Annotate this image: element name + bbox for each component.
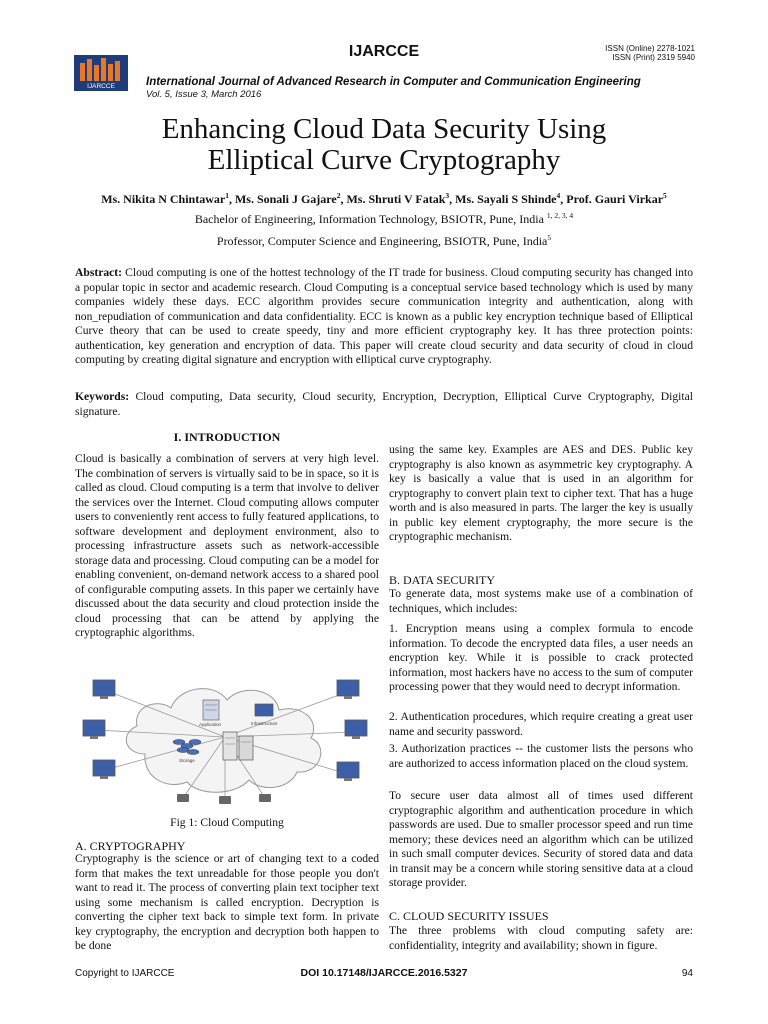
secure-data-text: To secure user data almost all of times used different cryptographic algorithm and authentication procedure in which passwords are used. Due to smaller processor speed and run time memory; these devices need an algorithm which can be utilized in such small computer devices. Security of stored data and data in transit may be a concern while storing sensitive data at a cloud storage provider. bbox=[389, 789, 693, 889]
affiliation-1-text: Bachelor of Engineering, Information Technology, BSIOTR, Pune, India bbox=[194, 212, 544, 226]
computer-icon bbox=[337, 762, 359, 781]
journal-logo bbox=[74, 55, 128, 91]
affiliation-2-sup: 5 bbox=[547, 233, 552, 242]
data-security-text: To generate data, most systems make use of a combination of techniques, which includes: bbox=[389, 587, 693, 615]
author-separator: , bbox=[228, 192, 235, 206]
author-sup: 4 bbox=[556, 191, 561, 200]
journal-abbreviation: IJARCCE bbox=[348, 43, 420, 60]
title-line-1: Enhancing Cloud Data Security Using bbox=[161, 113, 607, 145]
list-item: 1. Encryption means using a complex formula to encode information. To decode the encrypted data files, a user needs an encryption key. While it is possible to crack protected information, most hackers have no access to the sum of computer processing power that they would need to decrypt information. bbox=[389, 622, 693, 693]
author-sup: 5 bbox=[663, 191, 667, 200]
computer-icon bbox=[345, 720, 367, 739]
author-sup: 1 bbox=[225, 191, 229, 200]
affiliation-1-sup: 1, 2, 3, 4 bbox=[546, 211, 574, 220]
issn-online: ISSN (Online) 2278-1021 bbox=[605, 44, 695, 53]
cloud-security-issues-text: The three problems with cloud computing safety are: confidentiality, integrity and availability; shown in figure. bbox=[389, 924, 693, 952]
computer-icon bbox=[93, 760, 115, 779]
affiliation-2-text: Professor, Computer Science and Engineering, BSIOTR, Pune, India bbox=[216, 234, 548, 248]
keywords-label: Keywords: bbox=[75, 390, 130, 403]
computer-icon bbox=[337, 680, 359, 699]
figure-caption: Fig 1: Cloud Computing bbox=[170, 816, 284, 829]
computer-icon bbox=[83, 720, 105, 739]
keywords-text: Cloud computing, Data security, Cloud security, Encryption, Decryption, Elliptical Curve Cryptography, Digital signature. bbox=[75, 390, 693, 418]
cloud-computing-figure bbox=[75, 662, 379, 810]
abstract bbox=[75, 266, 693, 368]
author-sup: 2 bbox=[336, 191, 341, 200]
computer-icon bbox=[93, 680, 115, 699]
author-name: Prof. Gauri Virkar bbox=[566, 192, 664, 206]
author-separator: , bbox=[560, 192, 567, 206]
author-name: Ms. Nikita N Chintawar bbox=[101, 192, 226, 206]
author-name: Ms. Sayali S Shinde bbox=[455, 192, 557, 206]
abstract-label: Abstract: bbox=[75, 266, 123, 279]
journal-name: International Journal of Advanced Research in Computer and Communication Engineering bbox=[146, 76, 641, 88]
list-item: 3. Authorization practices -- the customer lists the persons who are authorized to access information placed on the cloud system. bbox=[389, 742, 693, 770]
footer-doi: DOI 10.17148/IJARCCE.2016.5327 bbox=[300, 967, 468, 979]
mobile-device-icon bbox=[177, 794, 271, 804]
authors-line bbox=[40, 192, 728, 207]
list-item: 2. Authentication procedures, which require creating a great user name and security password. bbox=[389, 710, 693, 738]
infrastructure-icon bbox=[255, 704, 273, 716]
application-server-icon bbox=[203, 700, 219, 720]
section-heading-cloud-security-issues: C. CLOUD SECURITY ISSUES bbox=[389, 909, 549, 923]
section-heading-introduction: I. INTRODUCTION bbox=[173, 430, 281, 444]
footer-copyright: Copyright to IJARCCE bbox=[75, 968, 175, 979]
author-separator: , bbox=[340, 192, 347, 206]
title-line-2: Elliptical Curve Cryptography bbox=[207, 144, 561, 176]
affiliation-2 bbox=[40, 234, 728, 249]
abstract-text: Cloud computing is one of the hottest technology of the IT trade for business. Cloud computing security has changed into a popular topic in sector and academic research. Cloud Computing is a conceptual service based technology which is used by many companies widely these days. ECC algorithm provides secure communication integrity and authentication, along with non_repudiation of communication and data confidentiality. ECC is known as a public key encryption technique based of Elliptical Curve theory that can be used to create speedy, tiny and more efficient cryptography key. It has three protection points: authentication, key generation and encryption of data. This paper will create cloud security and data security of cloud in cloud computing by creating digital signature and encryption with elliptical curve cryptography. bbox=[75, 266, 693, 366]
keywords bbox=[75, 390, 693, 419]
figure-label-infrastructure: Infrastructure bbox=[251, 721, 278, 726]
page-number: 94 bbox=[681, 968, 693, 979]
author-name: Ms. Sonali J Gajare bbox=[234, 192, 337, 206]
author-name: Ms. Shruti V Fatak bbox=[346, 192, 446, 206]
issn-block bbox=[605, 44, 695, 62]
introduction-text: Cloud is basically a combination of servers at very high level. The combination of servers is virtually said to be in space, so it is called as cloud. Cloud computing is a term that involve to deliver the services over the Internet. Cloud computing allows computer users to conveniently rent access to fully featured applications, to software development and deployment environment, also to processing infrastructure assets such as network-accessible storage data and processing. Cloud computing can be a model for enabling convenient, on-demand network access to a shared pool of configurable computing assets. In this paper we certainly have discussed about the data security and cloud protection inside the cloud processing that can be attend by applying the cryptographic algorithms. bbox=[75, 452, 379, 639]
section-heading-data-security: B. DATA SECURITY bbox=[389, 573, 496, 587]
volume-info: Vol. 5, Issue 3, March 2016 bbox=[146, 89, 262, 100]
figure-label-application: Application bbox=[199, 722, 222, 727]
affiliation-1 bbox=[40, 212, 728, 227]
continuation-text: using the same key. Examples are AES and DES. Public key cryptography is also known as asymmetric key cryptography. A key is basically a value that is used in an algorithm for cryptography to convert plain text to cipher text. That has a huge worth and is also measured in parts. The larger the key is usually in public key element cryptography, the more secure is the cryptographic mechanism. bbox=[389, 443, 693, 543]
cryptography-text: Cryptography is the science or art of changing text to a coded form that makes the text unreadable for those people you don't want to read it. The process of converting plain text tocipher text using some mechanism is called encryption. Decryption is converting the cipher text back to simple text form. In private key cryptography, the encryption and decryption both happen to be done bbox=[75, 852, 379, 952]
author-separator: , bbox=[449, 192, 456, 206]
paper-title bbox=[0, 114, 768, 176]
issn-print: ISSN (Print) 2319 5940 bbox=[612, 53, 695, 62]
logo-text: IJARCCE bbox=[87, 83, 115, 90]
section-heading-cryptography: A. CRYPTOGRAPHY bbox=[75, 839, 186, 853]
figure-label-storage: Storage bbox=[179, 758, 195, 763]
author-sup: 3 bbox=[445, 191, 450, 200]
